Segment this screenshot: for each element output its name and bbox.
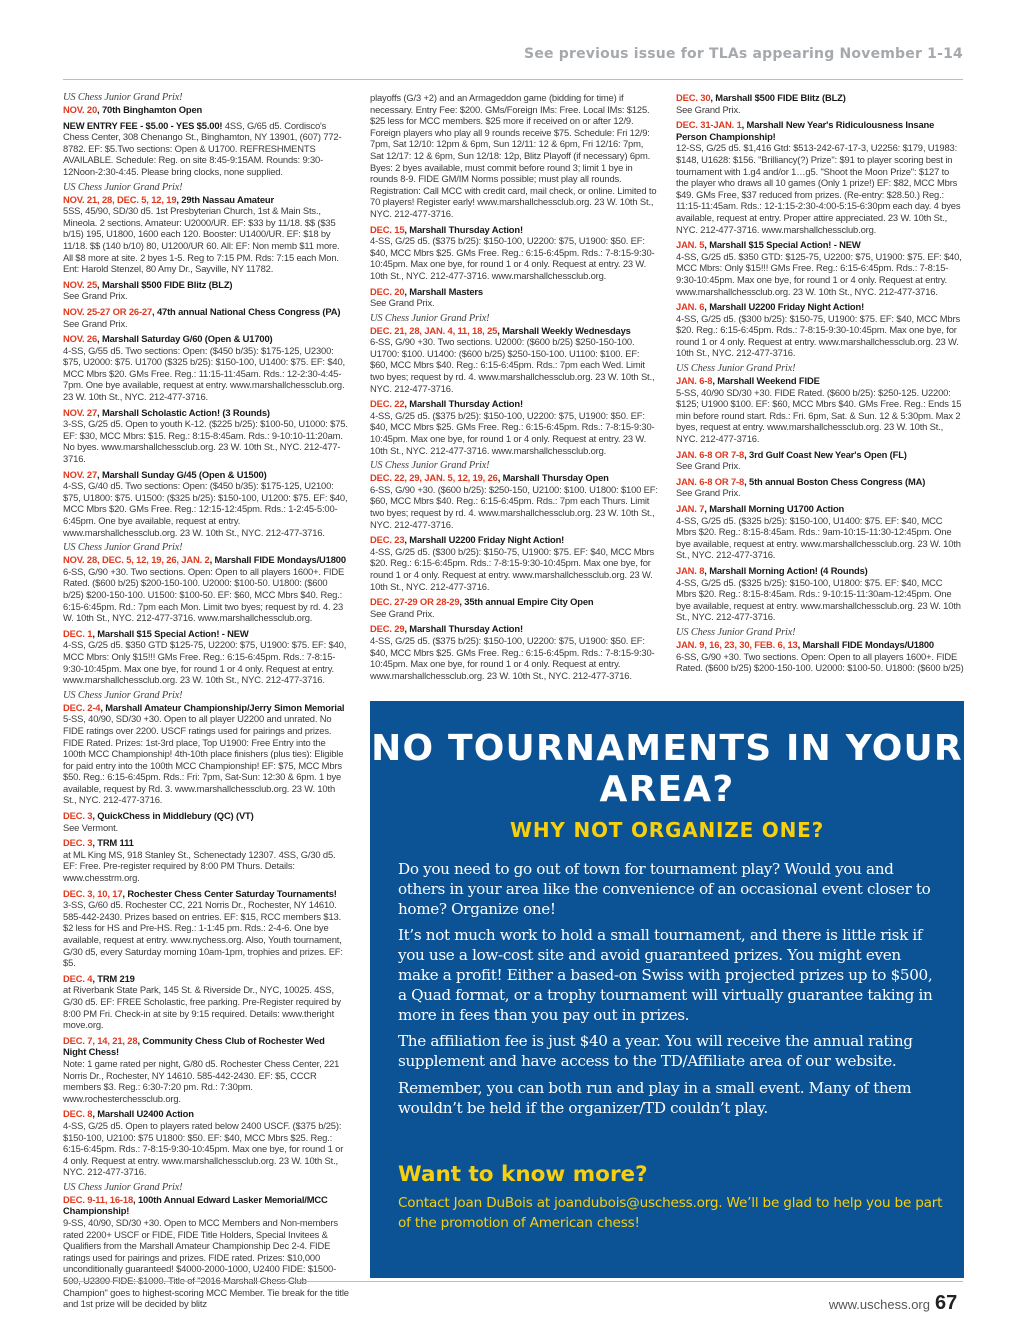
listing-date: JAN. 6 — [676, 301, 705, 313]
listing-date: DEC. 22, 29, JAN. 5, 12, 19, 26 — [370, 472, 498, 484]
listing-details: See Grand Prix. — [676, 487, 741, 499]
tournament-listing — [676, 565, 964, 623]
listing-details: at ML King MS, 918 Stanley St., Schenectady 12307. 4SS, G/30 d5. EF: Free. Pre-register required by 8:00 PM Thurs. Details: www.chesstrm.org. — [63, 848, 336, 884]
listing-title: , Marshall Masters — [404, 285, 483, 297]
listing-title: , 29th Nassau Amateur — [176, 193, 274, 205]
listing-details: playoffs (G/3 +2) and an Armageddon game (bidding for time) if necessary. Entry Fee: $200. GMs/Foreign IMs: Free. Local IMs: $125. $25 less for MCC members. $25 more if received on or after 12/9. Foreign players who play all 9 rounds receive $75. Schedule: Fri 12/9: 7pm, Sat 12/10: 12pm & 6pm, Sun 12/11: 12 & 6pm, Fri 12/16: 7pm, Sat 12/17: 12 & 6pm, Sun 12/18: 12p, Blitz Playoff (if necessary) 6pm. Byes: 2 byes available, must commit before round 3; limit 1 bye in rounds 8-9. FIDE GM/IM Norms possible; must play all rounds. Registration: Call MCC with credit card, mail check, or online. Limited to 70 players! Register early! www.marshallchessclub.org. 23 W. 10th St., NYC. 212-477-3716. — [370, 92, 657, 219]
listing-date: NOV. 20 — [63, 104, 98, 115]
listing-date: DEC. 22 — [370, 398, 405, 410]
listing-details: 4SS, G/65 d5. Cordisco's Chess Center, 308 Chenango St., Binghamton, NY 13901, (607) 772-8782. EF: $5.Two sections: Open & U1700. REFRESHMENTS AVAILABLE. Schedule: Reg. on site 8:45-9:15AM. Rounds: 9:30-12Noon-2:30-4:45. Please bring clocks, none supplied. — [63, 119, 342, 177]
listing-details: See Grand Prix. — [676, 460, 741, 472]
tournament-listing — [63, 92, 349, 116]
listing-details: 4-SS, G/25 d5. Open to players rated below 2400 USCF. ($375 b/25): $150-100, U2100: $75 U1800: $50. EF: $40, MCC Mbrs $25. Reg.: 6:15-6:45pm. Rds.: 7-8:15-9:30-10:45pm. Max one bye, for round 1 or 4 only. Request at entry. www.marshallchessclub.org. 23 W. 10th St., NYC. 212-477-3716. — [63, 1119, 344, 1178]
listing-date: JAN. 8 — [676, 564, 705, 576]
grand-prix-tag: US Chess Junior Grand Prix! — [63, 542, 183, 554]
tournament-listing — [63, 182, 349, 275]
tournament-listing — [63, 628, 349, 686]
listing-date: JAN. 5 — [676, 239, 705, 251]
footer-url: www.uschess.org — [828, 1297, 930, 1312]
tournament-listing — [370, 286, 658, 309]
listing-date: DEC. 23 — [370, 534, 405, 546]
listing-title: , 3rd Gulf Coast New Year's Open (FL) — [744, 448, 907, 460]
listing-date: JAN. 9, 16, 23, 30, FEB. 6, 13 — [676, 638, 798, 650]
ad-subhead: WHY NOT ORGANIZE ONE? — [510, 818, 824, 842]
tournament-listing — [63, 690, 349, 806]
listing-title: , Marshall $500 FIDE Blitz (BLZ) — [97, 278, 233, 290]
tournament-listing — [63, 469, 349, 539]
listing-date: NOV. 21, 28, DEC. 5, 12, 19 — [63, 193, 177, 205]
listing-date: NOV. 27 — [63, 468, 98, 480]
tournament-listing — [63, 837, 349, 883]
listing-date: DEC. 9-11, 16-18 — [63, 1193, 134, 1205]
listing-details: Note: 1 game rated per night, G/80 d5. Rochester Chess Center, 221 Norris Dr., Rochester, NY 14610. 585-442-2430. EF: $5, CCCR members $3. Reg.: 6:30-7:20 pm. Rd.: 7:30pm. www.rochesterchessclub.org. — [63, 1057, 340, 1104]
listing-title: , Marshall $15 Special Action! - NEW — [92, 627, 249, 639]
listing-details: 9-SS, 40/90, SD/30 +30. Open to MCC Members and Non-members rated 2200+ USCF or FIDE, FIDE Title Holders, Special Invitees & Qualifiers from the Marshall Amateur Championship Dec 2-4. FIDE ratings used for pairings and prizes. FIDE rated. Prizes: $10,000 unconditionally guaranteed! $4000-2000-1000, U2400 FIDE: $1500- Champion" goes to highest-scoring MCC Member. Tie break for the title and 1st prize will be decided by blitz — [63, 1217, 349, 1310]
listing-date: DEC. 4 — [63, 972, 93, 984]
listing-details: See Grand Prix. — [63, 317, 128, 329]
tournament-listing — [370, 534, 658, 592]
listing-details: 3-SS, G/25 d5. Open to youth K-12. ($225 b/25): $100-50, U1000: $75. EF: $30, MCC Mbrs: $15. Reg.: 8:15-8:45am. Rds.: 9-10:10-11:20am. No byes. www.marshallchessclub.org. 23 W. 10th St., NYC. 212-477-3716. — [63, 418, 348, 465]
ad-headline: NO TOURNAMENTS IN YOUR AREA? — [371, 728, 963, 810]
tournament-listing — [63, 810, 349, 833]
listing-details: 3-SS, G/60 d5. Rochester CC, 221 Norris Dr., Rochester, NY 14610. 585-442-2430. Prizes based on entries. EF: $15, RCC members $13. $2 less for HS and Pre-HS. Reg.: 1-1:45 pm. Rds.: 2-4-6. One bye available, request at entry. www.nychess.org. Also, Youth tournament, G/30 d5, every Saturday morning 10am-1pm, trophies and prizes. EF: $5. — [63, 899, 343, 969]
listing-details: See Grand Prix. — [63, 290, 128, 302]
listing-title: , Marshall Thursday Action! — [404, 223, 523, 235]
listing-date: NOV. 28, DEC. 5, 12, 19, 26, JAN. 2 — [63, 554, 210, 566]
listing-details: 4-SS, G/25 d5. $350 GTD $125-75, U2200: $75, U1900: $75. EF: $40, MCC Mbrs: Only $15!!! GMs Free. Reg.: 6:15-6:45pm. Rds.: 7-8:15-9:30-10:45pm. Max one bye, for round 1 or 4 only. Request at entry. www.marshallchessclub.org. 23 W. 10th St., NYC. 212-477-3716. — [63, 639, 347, 686]
listing-date: DEC. 1 — [63, 627, 93, 639]
tournament-listing — [63, 407, 349, 465]
grand-prix-tag: US Chess Junior Grand Prix! — [63, 181, 183, 193]
tournament-listing — [676, 92, 964, 115]
listing-title: , Marshall Thursday Action! — [404, 623, 523, 635]
tournament-listing — [676, 363, 964, 445]
listing-details: 6-SS, G/90 +30. Two sections. Open: Open to all players 1600+. FIDE Rated. ($600 b/25) $200-150-100. U2000: $100-50. U1800: ($600 b/25) $200-150-100. U1500: $100-50. EF: $60, MCC Mbrs $40. Reg.: 6:15-6:45pm. Rd.: 7pm each Mon. Limit two byes; request by rd. 4. 23 W. 10th St., NYC. 212-477-3716. www.marshallchessclub.org. — [63, 565, 345, 624]
tournament-listing — [676, 239, 964, 297]
ad-body — [398, 860, 938, 1126]
listing-date: DEC. 2-4 — [63, 701, 101, 713]
listing-title: , Marshall $15 Special Action! - NEW — [704, 239, 861, 251]
tournament-listing — [676, 449, 964, 472]
listing-details: 12-SS, G/25 d5. $1,416 Gtd: $513-242-67-17-3, U2256: $179, U1983: $148, U1628: $156. "Brilliancy(?) Prize": $91 to player scoring best in tournament with 1.g4 and/or 1…g5. "Shoot the Moon Prize": $127 to the player who draws all 10 games (Only 1 prize!) EF: $82, MCC Mbrs $49. GMs Free, $37 reduced from prizes. (Re-entry: $28.50.) Reg.: 11:15-11:45am. Rds.: 12-1:15-2:30-4:00-5:15-6:30pm each day. 4 byes available, request at entry. Proper attire appreciated. 23 W. 10th St., NYC. 212-477-3716. www.marshallchessclub.org. — [676, 142, 961, 235]
listing-date: DEC. 29 — [370, 623, 405, 635]
tournament-listing — [63, 888, 349, 969]
tournament-listing — [63, 306, 349, 329]
listing-title: , Rochester Chess Center Saturday Tournaments! — [122, 887, 337, 899]
listings-column-1 — [63, 92, 349, 1310]
tournament-listing — [676, 627, 964, 674]
listings-column-3 — [676, 92, 964, 687]
listing-details: 5SS, 45/90, SD/30 d5. 1st Presbyterian Church, 1st & Main Sts., Mineola. 2 sections. Amateur: U2000/UR. EF: $33 by 11/18. $$ ($35 b/15) 195, U1800, 1600 each 120. Booster: U1400/UR. EF: $18 by 11/18. $$ (140 b/10) 80, U1200/UR 60. All: EF: Non memb $11 more. All $8 more at site. 2 byes 1-5. Reg to 7:15 PM. Rds: 7:15 each Mon. Ent: Harold Stenzel, 80 Amy Dr., Sayville, NY 11782. — [63, 205, 340, 275]
listing-date: JAN. 7 — [676, 503, 705, 514]
listing-title: , Marshall Thursday Action! — [404, 398, 523, 410]
listing-title: , Marshall U2400 Action — [92, 1108, 194, 1120]
listing-title: , Marshall FIDE Mondays/U1800 — [797, 638, 934, 650]
tournament-listing — [63, 279, 349, 302]
listing-title: , 100th Annual Edward Lasker Memorial/MCC Championship! — [63, 1193, 328, 1217]
listing-title: , Marshall Morning U1700 Action — [704, 503, 845, 514]
listing-date: DEC. 30 — [676, 92, 711, 103]
listing-date: DEC. 15 — [370, 223, 405, 235]
listing-title: , Marshall Weekly Wednesdays — [497, 324, 631, 336]
listing-date: DEC. 8 — [63, 1108, 93, 1120]
ad-paragraph: Do you need to go out of town for tournament play? Would you and others in your area like the convenience of an occasional event closer to home? Organize one! — [398, 860, 931, 918]
organize-tournament-ad — [370, 701, 964, 1278]
listing-date: DEC. 31-JAN. 1 — [676, 119, 742, 131]
listing-details: at Riverbank State Park, 145 St. & Riverside Dr., NYC, 10025. 4SS, G/30 d5. EF: FREE Scholastic, free parking. Pre-Register required by 8:00 PM Fri. Check-in at site by 9:15 required. Details: www.theright move.org. — [63, 984, 341, 1031]
listing-title: , Community Chess Club of Rochester Wed Night Chess! — [63, 1034, 325, 1058]
listing-details: See Grand Prix. — [370, 607, 435, 619]
listing-details: 4-SS, G/25 d5. ($300 b/25): $150-75, U1900: $75. EF: $40, MCC Mbrs $20. Reg.: 6:15-6:45pm. Rds.: 7-8:15-9:30-10:45pm. Max one bye, for round 1 or 4 only. Request at entry. www.marshallchessclub.org. 23 W. 10th St., NYC. 212-477-3716. — [370, 545, 655, 592]
ad-contact-text: Contact Joan DuBois at joandubois@uschess.org. We’ll be glad to help you be part of the promotion of American chess! — [398, 1195, 943, 1231]
listing-title: , Marshall Scholastic Action! (3 Rounds) — [97, 406, 270, 418]
listing-title: , Marshall Morning Action! (4 Rounds) — [704, 564, 868, 576]
listing-title: , 5th annual Boston Chess Congress (MA) — [744, 475, 926, 487]
listing-date: DEC. 3 — [63, 837, 93, 849]
grand-prix-tag: US Chess Junior Grand Prix! — [63, 92, 183, 103]
listing-details: 6-SS, G/90 +30. Two sections. Open: Open to all players 1600+. FIDE Rated. ($600 b/25) $200-150-100. U2000: $100-50. U1800: ($600 b/25) — [676, 650, 964, 674]
grand-prix-tag: US Chess Junior Grand Prix! — [63, 1181, 183, 1193]
listing-title: , TRM 219 — [92, 972, 135, 984]
listing-date: NOV. 25 — [63, 278, 98, 290]
listing-details: 5-SS, 40/90, SD/30 +30. Open to all player U2200 and unrated. No FIDE ratings over 2200. USCF ratings used for pairings and prizes. FIDE Rated. Prizes: 1st-3rd place, Top U1900: Free Entry into the 100th MCC Championship! 4th-10th place finishers (plus ties): Eligible for paid entry into the 100th MCC Championship! EF: $75, MCC Mbrs $50. Reg.: 6:15-6:45pm. Rds.: Fri: 7pm, Sat-Sun: 12:30 & 6pm. 1 bye available, request by Rd. 3. www.marshallchessclub.org. 23 W. 10th St., NYC. 212-477-3716. — [63, 713, 344, 806]
listing-details: 4-SS, G/25 d5. ($300 b/25): $150-75, U1900: $75. EF: $40, MCC Mbrs $20. Reg.: 6:15-6:45pm. Rds.: 7-8:15-9:30-10:45pm. Max one bye, for round 1 or 4 only. Request at entry. www.marshallchessclub.org. 23 W. 10th St., NYC. 212-477-3716. — [676, 312, 961, 359]
header-divider — [63, 79, 963, 80]
listing-date: DEC. 20 — [370, 285, 405, 297]
tournament-listing — [63, 1108, 349, 1178]
listing-details: 6-SS, G/90 +30. Two sections. U2000: ($600 b/25) $250-150-100. U1700: $100. U1400: ($600 b/25) $250-150-100. U1100: $100. EF: $60, MCC Mbrs $40. Reg.: 6:15-6:45pm. Rds.: 7pm each Wed. Limit two byes; request by rd. 4. www.marshallchessclub.org. 23 W. 10th St., NYC. 212-477-3716. — [370, 336, 655, 394]
listing-details: 4-SS, G/55 d5. Two sections: Open: ($450 b/35): $175-125, U2300: $75, U2000: $75. U1700 ($325 b/25): $150-100, U1400: $75. EF: $40, MCC Mbrs $20. GMs Free. Reg.: 11:15-11:45am. Rds.: 12-2:30-4:45-7pm. One bye available, request at entry. www.marshallchessclub.org. 23 W. 10th St., NYC. 212-477-3716. — [63, 344, 345, 403]
listing-details: 4-SS, G/25 d5. ($375 b/25): $150-100, U2200: $75, U1900: $50. EF: $40, MCC Mbrs $25. GMs Free. Reg.: 6:15-6:45pm. Rds.: 7-8:15-9:30-10:45pm. Max one bye, for round 1 or 4 only. Request at entry. 23 W. 10th St., NYC. 212-477-3716. www.marshallchessclub.org. — [370, 409, 655, 456]
tournament-listing — [370, 313, 658, 395]
tournament-listing — [63, 1182, 349, 1310]
ad-paragraph: The affiliation fee is just $40 a year. You will receive the annual rating supplement and have access to the TD/Affiliate area of our website. — [398, 1032, 913, 1071]
tournament-listing — [63, 120, 349, 178]
tournament-listing — [370, 398, 658, 456]
listing-details: See Grand Prix. — [370, 297, 435, 309]
listing-date: NOV. 25-27 OR 26-27 — [63, 305, 153, 317]
listing-title: , Marshall Saturday G/60 (Open & U1700) — [97, 333, 273, 345]
tournament-listing — [63, 333, 349, 403]
listing-title: , Marshall U2200 Friday Night Action! — [404, 534, 565, 546]
listing-title: , QuickChess in Middlebury (QC) (VT) — [92, 810, 254, 822]
listing-title: , Marshall Sunday G/45 (Open & U1500) — [97, 468, 267, 480]
ad-paragraph: It’s not much work to hold a small tournament, and there is little risk if you use a low-cost site and avoid guaranteed prizes. You might even make a profit! Either a based-on Swiss with projected prizes up to $500, a Quad format, or a trophy tournament will virtually guarantee taking in more in fees than you pay out in prizes. — [398, 926, 933, 1024]
listing-date: JAN. 6-8 — [676, 375, 713, 387]
listing-title: , Marshall New Year's Ridiculousness Insane Person Championship! — [676, 119, 935, 142]
tournament-listing — [370, 460, 658, 530]
listing-details: 4-SS, G/25 d5. ($325 b/25): $150-100, U1800: $75. EF: $40, MCC Mbrs $20. Reg.: 8:15-8:45am. Rds.: 9-10:15-11:30am-12:45pm. One bye available, request at entry. www.marshallchessclub.org. 23 W. 10th St., NYC. 212-477-3716. — [676, 576, 961, 623]
listing-title: NEW ENTRY FEE - $5.00 - YES $5.00! — [63, 119, 223, 131]
listing-title: , Marshall Weekend FIDE — [712, 375, 820, 387]
tla-note-header: See previous issue for TLAs appearing November 1-14 — [524, 46, 963, 62]
listing-date: DEC. 3, 10, 17 — [63, 887, 123, 899]
tournament-listing — [63, 973, 349, 1031]
listing-date: NOV. 26 — [63, 333, 98, 345]
listing-date: DEC. 21, 28, JAN. 4, 11, 18, 25 — [370, 324, 498, 336]
tournament-listing — [63, 542, 349, 624]
listing-details: 4-SS, G/25 d5. ($325 b/25): $150-100, U1400: $75. EF: $40, MCC Mbrs $20. Reg.: 8:15-8:45am. Rds.: 9am-10:15-11:30-12:45pm. One bye available, request at entry. www.marshallchessclub.org. 23 W. 10th St., NYC. 212-477-3716. — [676, 514, 961, 561]
listing-title: , Marshall U2200 Friday Night Action! — [704, 301, 865, 313]
listing-date: DEC. 27-29 OR 28-29 — [370, 596, 460, 608]
grand-prix-tag: US Chess Junior Grand Prix! — [676, 363, 796, 375]
tournament-listing — [370, 596, 658, 619]
listing-title: , Marshall $500 FIDE Blitz (BLZ) — [710, 92, 846, 103]
tournament-listing — [676, 503, 964, 561]
listing-details: 4-SS, G/25 d5. $350 GTD: $125-75, U2200: $75, U1900: $75. EF: $40, MCC Mbrs: Only $15!!! GMs Free. Reg.: 6:15-6:45pm. Rds.: 7-8:15-9:30-10:45pm. Max one bye, for round 1 or 4 only. Request at entry. www.marshallchessclub.org. 23 W. 10th St., NYC. 212-477-3716. — [676, 250, 962, 297]
tournament-listing — [676, 301, 964, 359]
footer-divider — [63, 1281, 963, 1282]
listing-date: DEC. 7, 14, 21, 28 — [63, 1034, 138, 1046]
listing-title: , Marshall Thursday Open — [497, 472, 609, 484]
listing-title: , 35th annual Empire City Open — [459, 596, 594, 608]
tournament-listing — [63, 1035, 349, 1105]
listing-details: See Vermont. — [63, 821, 119, 833]
tournament-listing — [370, 224, 658, 282]
listing-details: 4-SS, G/25 d5. ($375 b/25): $150-100, U2200: $75, U1900: $50. EF: $40, MCC Mbrs $25. GMs Free. Reg.: 6:15-6:45pm. Rds.: 7-8:15-9:30-10:45pm. Max one bye, for round 1 or 4 only. Request at entry. www.marshallchessclub.org. 23 W. 10th St., NYC. 212-477-3716. — [370, 634, 655, 681]
listing-details: 4-SS, G/40 d5. Two sections: Open: ($450 b/35): $175-125, U2100: $75, U1800: $75. U1500: ($325 b/25): $150-100, U1200: $75. EF: $40, MCC Mbrs $20. GMs Free. Reg.: 12:15-12:45pm. Rds.: 1-2:45-5:00-6:45pm. One bye available, request at entry. www.marshallchessclub.org. 23 W. 10th St., NYC. 212-477-3716. — [63, 480, 348, 538]
tournament-listing — [370, 92, 658, 220]
listing-details: 6-SS, G/90 +30. ($600 b/25): $250-150, U2100: $100. U1800: $100 EF: $60, MCC Mbrs $40. Reg.: 6:15-6:45pm. Rds.: 7pm each Thurs. Limit two byes; request by rd. 4. www.marshallchessclub.org. 23 W. 10th St., NYC. 212-477-3716. — [370, 483, 658, 530]
listing-date: JAN. 6-8 OR 7-8 — [676, 475, 745, 487]
grand-prix-tag: US Chess Junior Grand Prix! — [370, 312, 490, 324]
grand-prix-tag: US Chess Junior Grand Prix! — [676, 626, 796, 638]
listing-date: JAN. 6-8 OR 7-8 — [676, 448, 745, 460]
listing-title: , 47th annual National Chess Congress (PA) — [152, 305, 341, 317]
ad-paragraph: Remember, you can both run and play in a small event. Many of them wouldn’t be held if the organizer/TD couldn’t play. — [398, 1078, 912, 1117]
grand-prix-tag: US Chess Junior Grand Prix! — [370, 460, 490, 472]
listing-details: See Grand Prix. — [676, 103, 741, 115]
listing-date: NOV. 27 — [63, 406, 98, 418]
listing-details: 5-SS, 40/90 SD/30 +30. FIDE Rated. ($600 b/25): $250-125. U2200: $125; U1900 $100. EF: $60, MCC Mbrs $40. GMs Free. Reg.: Ends 15 min before round start. Rds.: Fri. 6pm, Sat. & Sun. 12 & 5:30pm. Max 2 byes, request at entry. www.marshallchessclub.org. 23 W. 10th St., NYC. 212-477-3716. — [676, 386, 962, 445]
listing-title: , 70th Binghamton Open — [97, 104, 203, 115]
tournament-listing — [676, 476, 964, 499]
tournament-listing — [370, 623, 658, 681]
listing-title: , Marshall FIDE Mondays/U1800 — [209, 554, 346, 566]
grand-prix-tag: US Chess Junior Grand Prix! — [63, 689, 183, 701]
listing-details: 4-SS, G/25 d5. ($375 b/25): $150-100, U2200: $75, U1900: $50. EF: $40, MCC Mbrs $25. GMs Free. Reg.: 6:15-6:45pm. Rds.: 7-8:15-9:30-10:45pm. Max one bye, for round 1 or 4 only. Request at entry. 23 W. 10th St., NYC. 212-477-3716. www.marshallchessclub.org. — [370, 235, 655, 281]
listings-column-2 — [370, 92, 658, 687]
listing-title: , Marshall Amateur Championship/Jerry Simon Memorial — [100, 701, 345, 713]
listing-date: DEC. 3 — [63, 810, 93, 822]
page-number: 67 — [935, 1292, 958, 1314]
ad-more-heading: Want to know more? — [398, 1162, 648, 1187]
tournament-listing — [676, 119, 964, 235]
listing-title: , TRM 111 — [92, 837, 134, 849]
